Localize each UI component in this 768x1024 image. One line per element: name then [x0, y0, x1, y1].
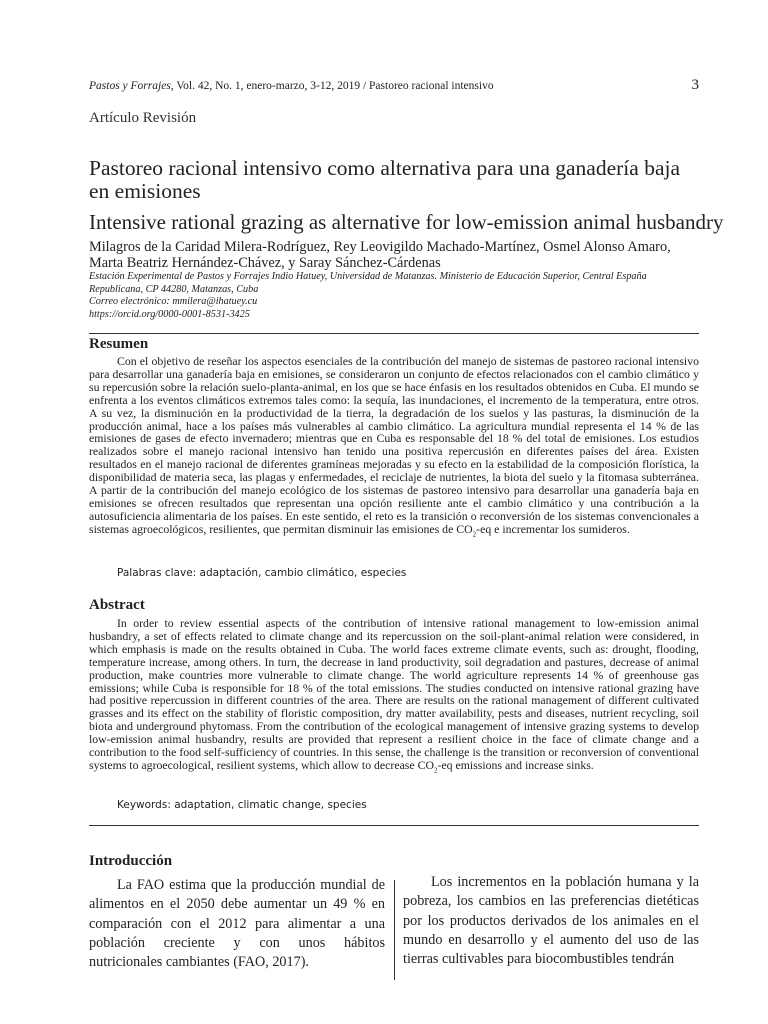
affiliation-email[interactable]: Correo electrónico: mmilera@ihatuey.cu: [89, 296, 258, 308]
running-header: [89, 77, 699, 93]
title-spanish: Pastoreo racional intensivo como alternativa para una ganadería baja en emisiones: [89, 156, 680, 203]
abstract-heading: Abstract: [89, 597, 145, 613]
title-english: Intensive rational grazing as alternative for low-emission animal husbandry: [89, 210, 724, 234]
intro-paragraph: La FAO estima que la producción mundial de alimentos en el 2050 debe aumentar un 49 % en comparación con el 2012 para alimentar a una población creciente y con unos hábitos nutricionales cambiantes (FAO, 2017).: [89, 877, 385, 971]
page-number: 3: [691, 77, 699, 93]
resumen-subscript: 2: [472, 530, 477, 539]
abstract-keywords: Keywords: adaptation, climatic change, species: [117, 799, 367, 811]
affiliation-block: [89, 271, 699, 321]
intro-column-left: [89, 876, 385, 972]
resumen-heading: Resumen: [89, 336, 149, 352]
section-divider: [89, 825, 699, 826]
abstract-body: In order to review essential aspects of the contribution of intensive rational management to low-emission animal husbandry, a set of effects related to climate change and its repercussion on the soil-plant-animal relation were considered, in which emphasis is made on the results obtained in Cuba. The world faces extreme climate events, such as: drought, flooding, temperature increase, among others. In turn, the decrease in land productivity, soil degradation and pastures, decrease of animal production, make countries more vulnerable to climate change. The world agriculture represents 14 % of greenhouse gas emissions; while Cuba is responsible for 18 % of the total emissions. The studies conducted on intensive rational grazing have had positive repercussion in different countries of the area. There are results on the rational management of different cultivated grasses and its effect on the stability of floristic composition, dry matter availability, pests and diseases, nutrient recycling, soil biota and underground phytomass. From the contribution of the ecological management of intensive grazing systems to develop low-emission animal husbandry, results are provided that represent a resilient choice in the face of climate change and a contribution to the food self-sufficiency of countries. In this sense, the challenge is the transition or reconversion of conventional systems to agroecological, resilient systems, which allow to decrease CO: [89, 616, 699, 772]
intro-column-right: [403, 873, 699, 969]
column-separator: [394, 880, 395, 980]
abstract-text: [89, 616, 699, 775]
resumen-body-end: -eq e incrementar los sumideros.: [476, 521, 630, 536]
abstract-subscript: 2: [433, 766, 438, 775]
section-divider: [89, 333, 699, 334]
intro-paragraph: Los incrementos en la población humana y la pobreza, los cambios en las preferencias dietéticas por los productos derivados de los animales en el mundo en desarrollo y el aumento del uso de las tierras cultivables para biocombustibles tendrán: [403, 874, 699, 968]
article-type: Artículo Revisión: [89, 110, 197, 126]
resumen-keywords: Palabras clave: adaptación, cambio climático, especies: [117, 567, 407, 579]
affiliation-institution: Estación Experimental de Pastos y Forrajes Indio Hatuey, Universidad de Matanzas. Ministerio de Educación Superior, Central España Republicana, CP 44280, Matanzas, Cuba: [89, 271, 647, 295]
abstract-body-end: -eq emissions and increase sinks.: [437, 757, 594, 772]
citation-info: , Vol. 42, No. 1, enero-marzo, 3-12, 2019 / Pastoreo racional intensivo: [170, 80, 494, 92]
author-list: Milagros de la Caridad Milera-Rodríguez, Rey Leovigildo Machado-Martínez, Osmel Alonso Amaro, Marta Beatriz Hernández-Chávez, y Saray Sánchez-Cárdenas: [89, 239, 671, 271]
resumen-text: [89, 354, 699, 539]
resumen-body: Con el objetivo de reseñar los aspectos esenciales de la contribución del manejo de sistemas de pastoreo racional intensivo para desarrollar una ganadería baja en emisiones, se consideraron un conjunto de efectos relacionados con el cambio climático y su repercusión sobre la relación suelo-planta-animal, en los que se hace énfasis en los resultados obtenidos en Cuba. El mundo se enfrenta a los eventos climáticos extremos tales como: la sequía, las inundaciones, el incremento de la temperatura, entre otros. A su vez, la disminución en la productividad de la tierra, la degradación de los suelos y las pasturas, la disminución de la producción animal, hace a los países más vulnerables al cambio climático. La agricultura mundial representa el 14 % de las emisiones de gases de efecto invernadero; mientras que en Cuba es responsable del 18 % del total de emisiones. Los estudios realizados sobre el manejo racional intensivo han tenido una positiva repercusión en diferentes países del área. Existen resultados en el manejo racional de diferentes gramíneas mejoradas y su efecto en la estabilidad de la composición florística, la disponibilidad de materia seca, las plagas y enfermedades, el reciclaje de nutrientes, la biota del suelo y la fitomasa subterránea. A partir de la contribución del manejo ecológico de los sistemas de pastoreo intensivo para desarrollar una ganadería baja en emisiones se ofrecen resultados que representan una opción resiliente ante el cambio climático y una contribución a la autosuficiencia alimentaria de los países. En este sentido, el reto es la transición o reconversión de los sistemas convencionales a sistemas agroecológicos, resilientes, que permitan disminuir las emisiones de CO: [89, 354, 699, 536]
affiliation-orcid[interactable]: https://orcid.org/0000-0001-8531-3425: [89, 308, 250, 320]
journal-name: Pastos y Forrajes: [89, 80, 171, 92]
introduccion-heading: Introducción: [89, 853, 173, 869]
